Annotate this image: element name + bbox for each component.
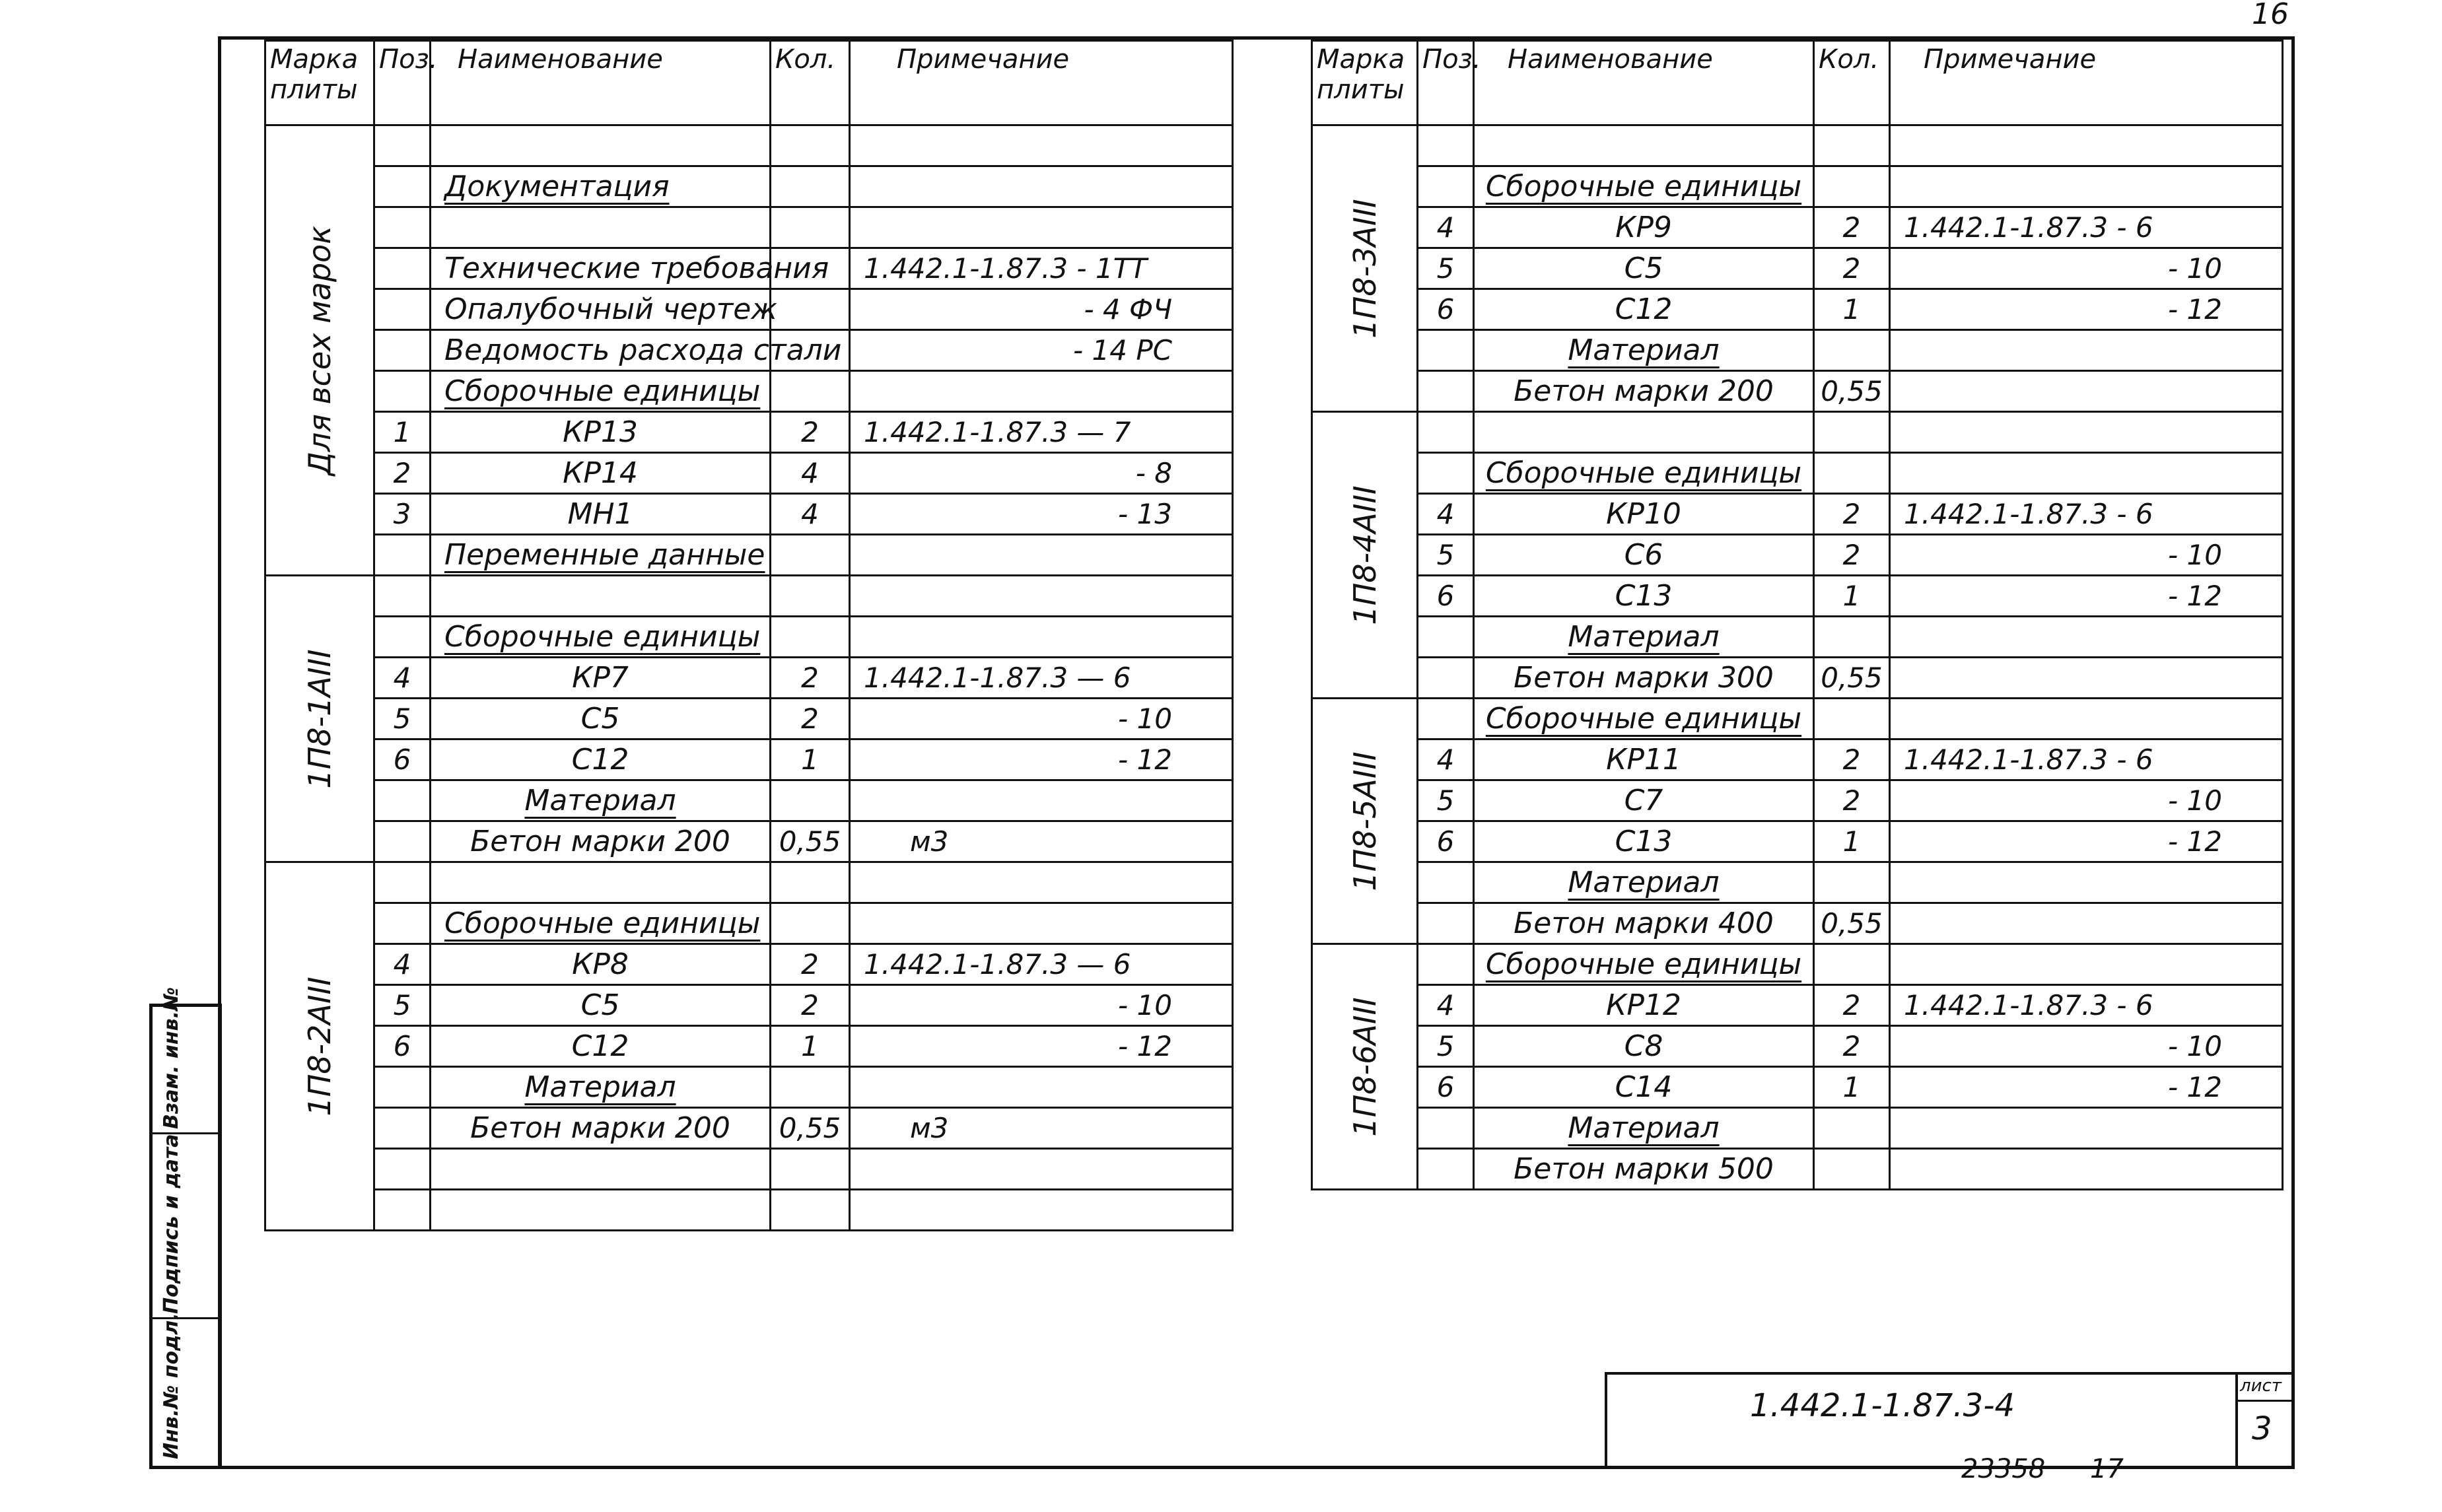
kol-cell: 1: [1814, 821, 1890, 862]
name-cell: Сборочные единицы: [1474, 453, 1814, 494]
kol-cell: [1814, 1149, 1890, 1190]
name-cell: С5: [431, 985, 771, 1026]
group-label: 1П8-4АIII: [1346, 485, 1383, 625]
pos-cell: 6: [1418, 1067, 1474, 1108]
note-cell: [850, 207, 1233, 248]
name-cell: Материал: [1474, 862, 1814, 903]
note-cell: [1890, 658, 2283, 699]
name-cell: [431, 576, 771, 617]
note-cell: м3: [850, 1108, 1233, 1149]
note-cell: 1.442.1-1.87.3 — 6: [850, 658, 1233, 699]
group-label: 1П8-3АIII: [1346, 198, 1383, 339]
side-strip-label-replace: Взам. инв.№: [160, 986, 183, 1129]
group-label: 1П8-5АIII: [1346, 751, 1383, 891]
table-row: [265, 821, 1233, 862]
kol-cell: 2: [1814, 494, 1890, 535]
kol-cell: [771, 125, 850, 166]
table-row: [265, 1067, 1233, 1108]
note-cell: - 12: [1890, 289, 2283, 330]
col-header-pos: Поз.: [1418, 41, 1474, 125]
note-cell: [1890, 903, 2283, 944]
name-cell: С8: [1474, 1026, 1814, 1067]
name-cell: [431, 1149, 771, 1190]
note-cell: [850, 166, 1233, 207]
name-cell: КР8: [431, 944, 771, 985]
kol-cell: 2: [771, 658, 850, 699]
kol-cell: [771, 535, 850, 576]
note-cell: [1890, 699, 2283, 739]
table-row: [1312, 780, 2283, 821]
kol-cell: 0,55: [771, 821, 850, 862]
note-cell: [850, 903, 1233, 944]
table-row: [265, 699, 1233, 739]
note-cell: - 12: [850, 739, 1233, 780]
note-cell: [1890, 944, 2283, 985]
pos-cell: 6: [374, 739, 431, 780]
pos-cell: [374, 576, 431, 617]
table-row: [1312, 125, 2283, 166]
table-row: [265, 1108, 1233, 1149]
name-cell: С14: [1474, 1067, 1814, 1108]
note-cell: [1890, 125, 2283, 166]
pos-cell: 6: [1418, 289, 1474, 330]
note-cell: - 10: [1890, 780, 2283, 821]
kol-cell: [1814, 453, 1890, 494]
note-cell: [850, 1149, 1233, 1190]
pos-cell: 5: [1418, 535, 1474, 576]
kol-cell: 2: [771, 985, 850, 1026]
kol-cell: 0,55: [1814, 658, 1890, 699]
pos-cell: [1418, 699, 1474, 739]
table-row: [1312, 617, 2283, 658]
note-cell: - 10: [1890, 1026, 2283, 1067]
kol-cell: [1814, 862, 1890, 903]
table-row: [1312, 371, 2283, 412]
kol-cell: [771, 166, 850, 207]
kol-cell: [1814, 699, 1890, 739]
pos-cell: 5: [374, 985, 431, 1026]
kol-cell: [1814, 125, 1890, 166]
name-cell: Ведомость расхода стали: [431, 330, 771, 371]
table-row: [1312, 166, 2283, 207]
pos-cell: [374, 1067, 431, 1108]
note-cell: 1.442.1-1.87.3 - 1ТТ: [850, 248, 1233, 289]
kol-cell: 0,55: [1814, 371, 1890, 412]
pos-cell: [1418, 617, 1474, 658]
kol-cell: 2: [771, 699, 850, 739]
pos-cell: 6: [1418, 821, 1474, 862]
col-header-note: Примечание: [850, 41, 1233, 125]
kol-cell: 1: [1814, 289, 1890, 330]
sheet-number: 3: [2252, 1410, 2272, 1447]
pos-cell: 4: [374, 944, 431, 985]
kol-cell: 1: [1814, 576, 1890, 617]
table-row: [1312, 453, 2283, 494]
col-header-kol: Кол.: [1814, 41, 1890, 125]
note-cell: - 10: [850, 699, 1233, 739]
table-row: [1312, 862, 2283, 903]
pos-cell: [1418, 1108, 1474, 1149]
kol-cell: 2: [1814, 739, 1890, 780]
table-row: [265, 985, 1233, 1026]
pos-cell: [374, 617, 431, 658]
kol-cell: 2: [1814, 535, 1890, 576]
note-cell: 1.442.1-1.87.3 — 6: [850, 944, 1233, 985]
pos-cell: [374, 903, 431, 944]
name-cell: С12: [431, 739, 771, 780]
note-cell: [1890, 330, 2283, 371]
note-cell: [1890, 1149, 2283, 1190]
name-cell: Бетон марки 300: [1474, 658, 1814, 699]
kol-cell: 2: [1814, 248, 1890, 289]
table-row: [1312, 248, 2283, 289]
pos-cell: [1418, 330, 1474, 371]
table-row: [265, 739, 1233, 780]
pos-cell: 5: [1418, 780, 1474, 821]
kol-cell: 4: [771, 453, 850, 494]
pos-cell: 5: [1418, 248, 1474, 289]
table-row: [1312, 821, 2283, 862]
name-cell: С13: [1474, 576, 1814, 617]
note-cell: [850, 780, 1233, 821]
name-cell: КР11: [1474, 739, 1814, 780]
pos-cell: [374, 125, 431, 166]
name-cell: Бетон марки 500: [1474, 1149, 1814, 1190]
kol-cell: [771, 207, 850, 248]
group-label: 1П8-1АIII: [302, 648, 337, 789]
name-cell: Технические требования: [431, 248, 771, 289]
name-cell: С12: [431, 1026, 771, 1067]
name-cell: С12: [1474, 289, 1814, 330]
archive-number: 23358: [1961, 1454, 2046, 1484]
note-cell: [1890, 617, 2283, 658]
note-cell: [1890, 166, 2283, 207]
name-cell: Сборочные единицы: [1474, 166, 1814, 207]
kol-cell: [771, 289, 850, 330]
name-cell: Сборочные единицы: [431, 903, 771, 944]
note-cell: [850, 862, 1233, 903]
kol-cell: [771, 576, 850, 617]
note-cell: - 12: [1890, 1067, 2283, 1108]
note-cell: - 12: [850, 1026, 1233, 1067]
note-cell: - 12: [1890, 821, 2283, 862]
name-cell: Сборочные единицы: [431, 371, 771, 412]
note-cell: м3: [850, 821, 1233, 862]
name-cell: Сборочные единицы: [431, 617, 771, 658]
group-label: 1П8-6АIII: [1346, 996, 1383, 1137]
table-row: [265, 862, 1233, 903]
table-row: [1312, 576, 2283, 617]
table-row: [265, 576, 1233, 617]
col-header-kol: Кол.: [771, 41, 850, 125]
table-row: [265, 494, 1233, 535]
name-cell: Материал: [431, 780, 771, 821]
name-cell: КР14: [431, 453, 771, 494]
kol-cell: 1: [771, 1026, 850, 1067]
table-row: [1312, 699, 2283, 739]
table-row: [265, 944, 1233, 985]
name-cell: Переменные данные: [431, 535, 771, 576]
table-row: [1312, 1149, 2283, 1190]
col-header-pos: Поз.: [374, 41, 431, 125]
group-label: Для всех марок: [302, 225, 337, 475]
pos-cell: [374, 289, 431, 330]
name-cell: МН1: [431, 494, 771, 535]
group-label-cell: [1312, 412, 1418, 699]
name-cell: Материал: [1474, 330, 1814, 371]
group-label-cell: [265, 862, 374, 1231]
note-cell: [850, 535, 1233, 576]
pos-cell: 4: [1418, 207, 1474, 248]
note-cell: - 10: [1890, 535, 2283, 576]
name-cell: Документация: [431, 166, 771, 207]
kol-cell: [1814, 1108, 1890, 1149]
name-cell: С5: [431, 699, 771, 739]
table-row: [265, 780, 1233, 821]
note-cell: [850, 576, 1233, 617]
note-cell: [850, 125, 1233, 166]
table-row: [265, 248, 1233, 289]
name-cell: [1474, 412, 1814, 453]
pos-cell: [374, 862, 431, 903]
note-cell: [850, 617, 1233, 658]
spec-table-left: [264, 40, 1234, 1231]
name-cell: КР7: [431, 658, 771, 699]
table-row: [265, 1026, 1233, 1067]
note-cell: 1.442.1-1.87.3 — 7: [850, 412, 1233, 453]
kol-cell: 2: [1814, 780, 1890, 821]
kol-cell: 2: [771, 944, 850, 985]
kol-cell: [1814, 330, 1890, 371]
pos-cell: 6: [374, 1026, 431, 1067]
pos-cell: [1418, 453, 1474, 494]
name-cell: [431, 207, 771, 248]
pos-cell: [1418, 166, 1474, 207]
kol-cell: [771, 1149, 850, 1190]
name-cell: КР13: [431, 412, 771, 453]
name-cell: КР12: [1474, 985, 1814, 1026]
pos-cell: [1418, 862, 1474, 903]
pos-cell: 5: [1418, 1026, 1474, 1067]
table-row: [265, 412, 1233, 453]
kol-cell: [771, 903, 850, 944]
note-cell: [1890, 862, 2283, 903]
sheet-label: лист: [2240, 1376, 2282, 1396]
name-cell: Бетон марки 200: [1474, 371, 1814, 412]
pos-cell: 4: [374, 658, 431, 699]
name-cell: Бетон марки 200: [431, 1108, 771, 1149]
col-header-name: Наименование: [431, 41, 771, 125]
name-cell: С7: [1474, 780, 1814, 821]
table-row: [265, 617, 1233, 658]
name-cell: С5: [1474, 248, 1814, 289]
name-cell: [431, 125, 771, 166]
kol-cell: 2: [1814, 985, 1890, 1026]
note-cell: 1.442.1-1.87.3 - 6: [1890, 985, 2283, 1026]
side-strip-label-sign: Подпись и дата: [160, 1134, 183, 1314]
table-row: [1312, 1026, 2283, 1067]
table-row: [1312, 658, 2283, 699]
table-row: [265, 207, 1233, 248]
table-row: [1312, 985, 2283, 1026]
kol-cell: 0,55: [1814, 903, 1890, 944]
pos-cell: [374, 1190, 431, 1231]
name-cell: Материал: [1474, 1108, 1814, 1149]
table-row: [1312, 1067, 2283, 1108]
pos-cell: 1: [374, 412, 431, 453]
name-cell: [431, 1190, 771, 1231]
note-cell: - 14 РС: [850, 330, 1233, 371]
table-row: [1312, 739, 2283, 780]
note-cell: - 10: [1890, 248, 2283, 289]
pos-cell: [1418, 371, 1474, 412]
table-row: [265, 903, 1233, 944]
pos-cell: 4: [1418, 985, 1474, 1026]
pos-cell: 2: [374, 453, 431, 494]
table-row: [1312, 412, 2283, 453]
table-row: [265, 330, 1233, 371]
table-row: [265, 453, 1233, 494]
kol-cell: [771, 862, 850, 903]
kol-cell: [1814, 944, 1890, 985]
col-header-marka: Марка плиты: [265, 41, 374, 125]
note-cell: [850, 1190, 1233, 1231]
pos-cell: [374, 166, 431, 207]
note-cell: 1.442.1-1.87.3 - 6: [1890, 739, 2283, 780]
name-cell: КР10: [1474, 494, 1814, 535]
note-cell: [850, 1067, 1233, 1108]
kol-cell: 1: [1814, 1067, 1890, 1108]
kol-cell: [1814, 166, 1890, 207]
group-label-cell: [1312, 699, 1418, 944]
page-number: 16: [2252, 0, 2289, 31]
kol-cell: [771, 1067, 850, 1108]
pos-cell: [1418, 412, 1474, 453]
kol-cell: [771, 1190, 850, 1231]
pos-cell: [1418, 1149, 1474, 1190]
pos-cell: 4: [1418, 739, 1474, 780]
kol-cell: [771, 617, 850, 658]
pos-cell: [374, 371, 431, 412]
pos-cell: [374, 248, 431, 289]
pos-cell: 6: [1418, 576, 1474, 617]
pos-cell: [1418, 944, 1474, 985]
pos-cell: [374, 821, 431, 862]
note-cell: [1890, 453, 2283, 494]
pos-cell: [374, 780, 431, 821]
col-header-marka: Марка плиты: [1312, 41, 1418, 125]
table-row: [1312, 1108, 2283, 1149]
group-label-cell: [265, 576, 374, 862]
note-cell: 1.442.1-1.87.3 - 6: [1890, 207, 2283, 248]
note-cell: [1890, 1108, 2283, 1149]
pos-cell: [1418, 125, 1474, 166]
group-label-cell: [1312, 125, 1418, 412]
kol-cell: 0,55: [771, 1108, 850, 1149]
spec-table-right: [1311, 40, 2284, 1190]
pos-cell: [374, 1149, 431, 1190]
name-cell: Сборочные единицы: [1474, 944, 1814, 985]
col-header-note: Примечание: [1890, 41, 2283, 125]
name-cell: Материал: [431, 1067, 771, 1108]
name-cell: [431, 862, 771, 903]
kol-cell: 2: [1814, 207, 1890, 248]
name-cell: Опалубочный чертеж: [431, 289, 771, 330]
pos-cell: 5: [374, 699, 431, 739]
kol-cell: [771, 371, 850, 412]
note-cell: [850, 371, 1233, 412]
note-cell: - 13: [850, 494, 1233, 535]
note-cell: - 10: [850, 985, 1233, 1026]
doc-code: 1.442.1-1.87.3-4: [1750, 1387, 2015, 1424]
note-cell: 1.442.1-1.87.3 - 6: [1890, 494, 2283, 535]
pos-cell: 3: [374, 494, 431, 535]
name-cell: Материал: [1474, 617, 1814, 658]
table-row: [265, 371, 1233, 412]
table-row: [1312, 494, 2283, 535]
copy-number: 17: [2090, 1454, 2124, 1484]
group-label: 1П8-2АIII: [302, 976, 337, 1117]
name-cell: С6: [1474, 535, 1814, 576]
kol-cell: 2: [1814, 1026, 1890, 1067]
note-cell: [1890, 412, 2283, 453]
table-row: [265, 1190, 1233, 1231]
name-cell: Бетон марки 400: [1474, 903, 1814, 944]
table-row: [265, 658, 1233, 699]
table-row: [265, 1149, 1233, 1190]
note-cell: - 12: [1890, 576, 2283, 617]
kol-cell: [1814, 617, 1890, 658]
table-row: [1312, 207, 2283, 248]
side-strip-label-inv: Инв.№ подл.: [160, 1313, 183, 1459]
group-label-cell: [265, 125, 374, 576]
table-row: [265, 166, 1233, 207]
col-header-name: Наименование: [1474, 41, 1814, 125]
name-cell: С13: [1474, 821, 1814, 862]
pos-cell: [374, 207, 431, 248]
name-cell: Сборочные единицы: [1474, 699, 1814, 739]
kol-cell: 1: [771, 739, 850, 780]
table-row: [1312, 903, 2283, 944]
name-cell: Бетон марки 200: [431, 821, 771, 862]
table-row: [265, 535, 1233, 576]
table-row: [1312, 535, 2283, 576]
kol-cell: [771, 780, 850, 821]
table-row: [265, 125, 1233, 166]
kol-cell: [1814, 412, 1890, 453]
name-cell: КР9: [1474, 207, 1814, 248]
table-row: [1312, 289, 2283, 330]
pos-cell: [1418, 903, 1474, 944]
note-cell: - 8: [850, 453, 1233, 494]
pos-cell: [374, 330, 431, 371]
note-cell: [1890, 371, 2283, 412]
pos-cell: [374, 1108, 431, 1149]
table-row: [265, 289, 1233, 330]
pos-cell: 4: [1418, 494, 1474, 535]
pos-cell: [374, 535, 431, 576]
name-cell: [1474, 125, 1814, 166]
group-label-cell: [1312, 944, 1418, 1190]
kol-cell: 4: [771, 494, 850, 535]
note-cell: - 4 ФЧ: [850, 289, 1233, 330]
pos-cell: [1418, 658, 1474, 699]
table-row: [1312, 330, 2283, 371]
kol-cell: 2: [771, 412, 850, 453]
table-row: [1312, 944, 2283, 985]
